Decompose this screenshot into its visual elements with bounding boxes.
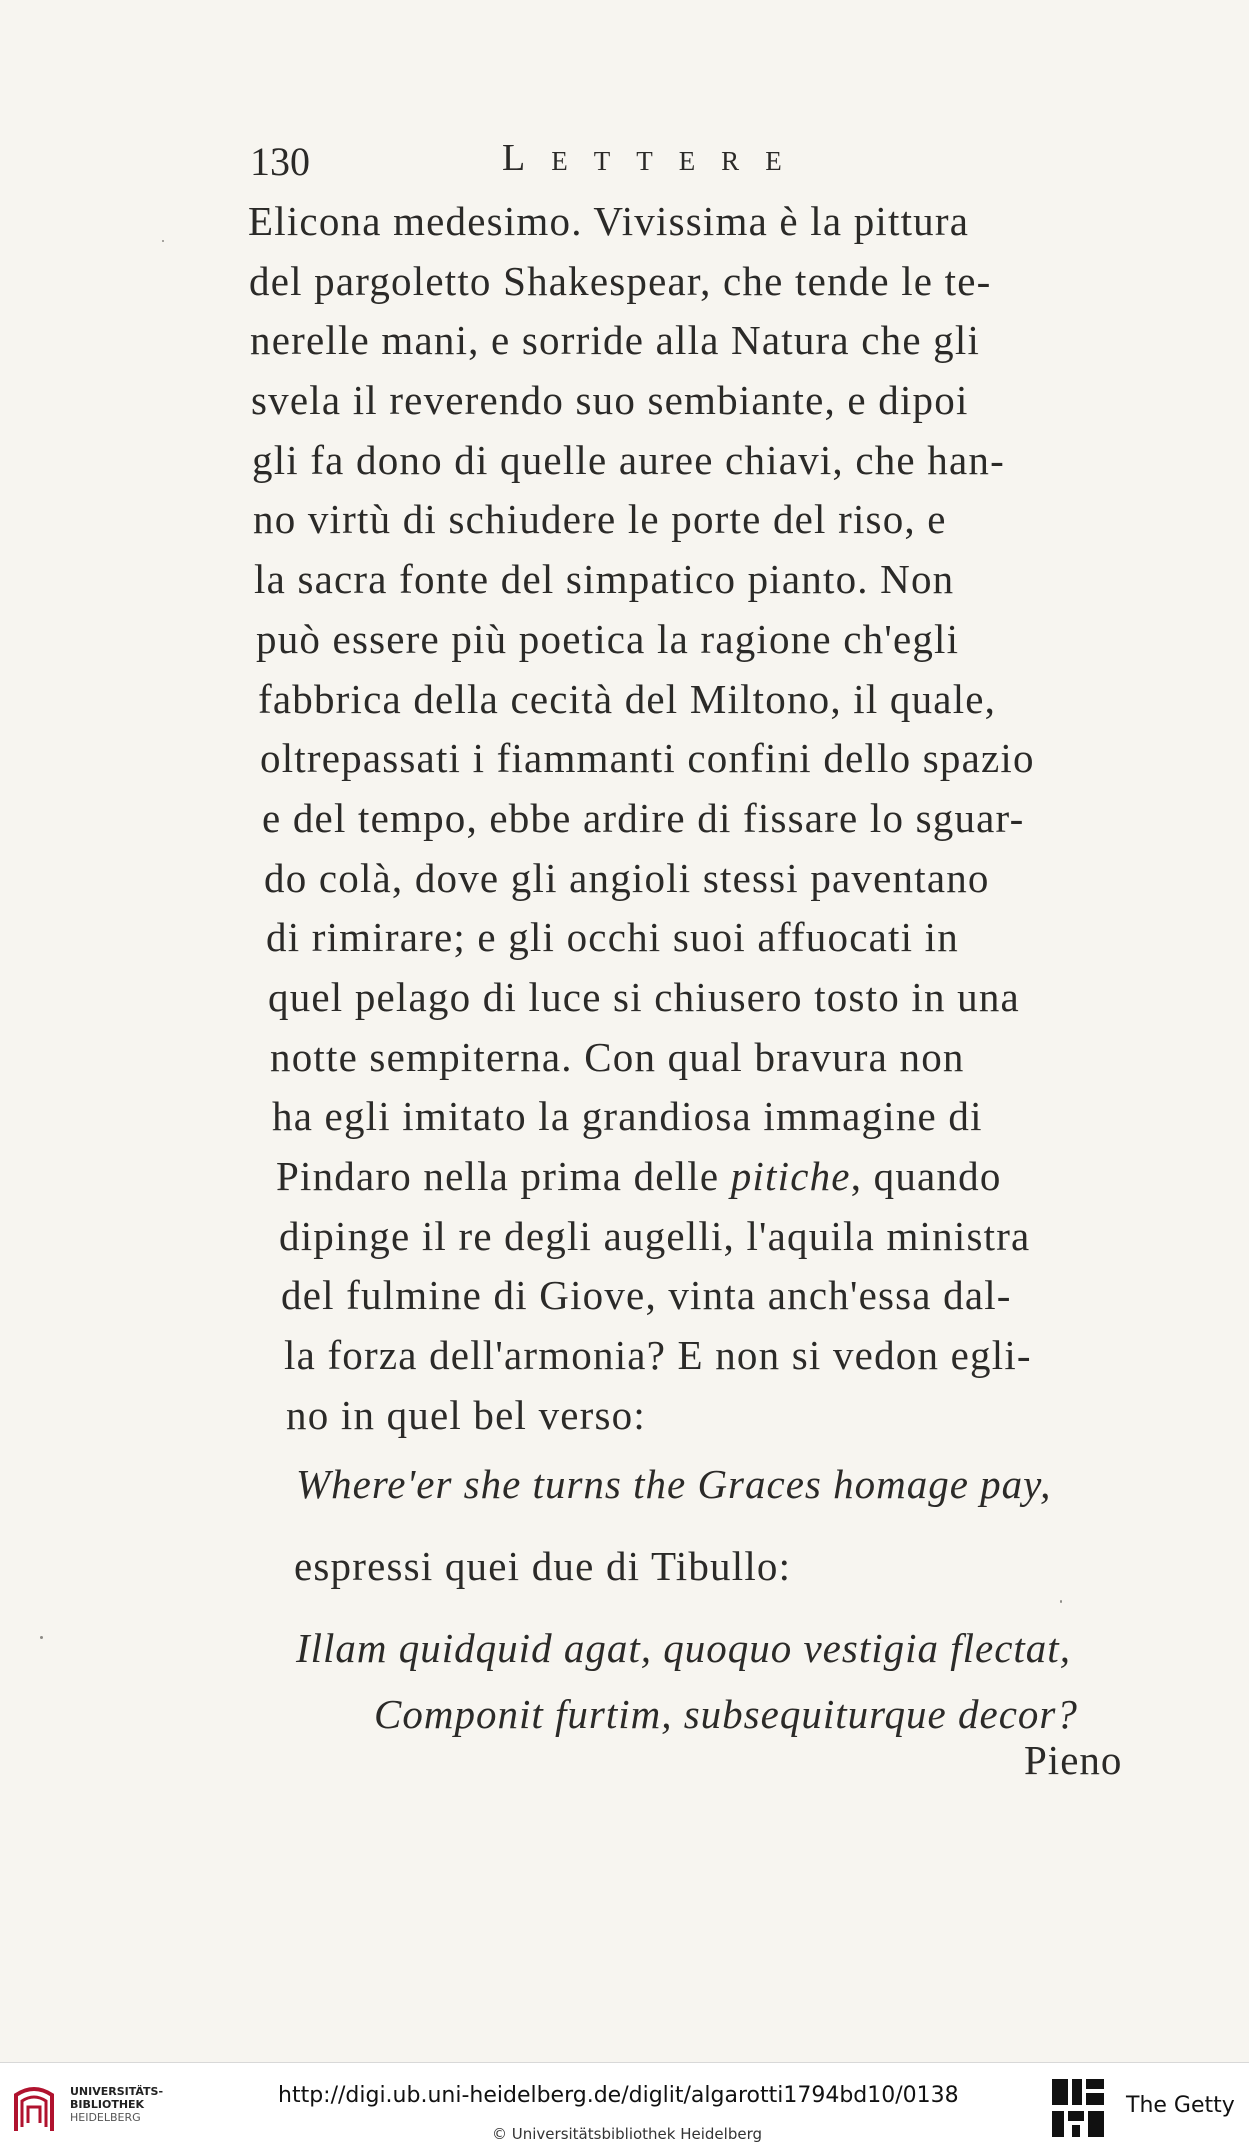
paper-speck	[40, 1636, 43, 1639]
partner-name: The Getty	[1126, 2093, 1235, 2118]
footer-bar	[0, 2062, 1249, 2154]
lead-in-text: espressi quei due di Tibullo:	[294, 1543, 792, 1589]
text-line: e del tempo, ebbe ardire di fissare lo sguar-	[262, 794, 1025, 841]
text-line: do colà, dove gli angioli stessi paventano	[264, 854, 990, 901]
library-name-line: BIBLIOTHEK	[70, 2098, 145, 2111]
university-seal-icon	[12, 2081, 56, 2137]
paper-speck	[162, 240, 164, 242]
latin-verse-line-2: Componit furtim, subsequiturque decor?	[374, 1691, 1078, 1737]
catchword: Pieno	[1024, 1737, 1123, 1783]
text-line: fabbrica della cecità del Miltono, il quale,	[258, 675, 997, 722]
text-segment	[276, 1153, 1002, 1199]
page-number: 130	[250, 139, 310, 184]
text-line: nerelle mani, e sorride alla Natura che gli	[250, 317, 981, 364]
text-line: del fulmine di Giove, vinta anch'essa dal-	[281, 1272, 1012, 1319]
text-line: la sacra fonte del simpatico pianto. Non	[254, 556, 955, 603]
running-title: Lettere	[502, 137, 808, 179]
text-line: svela il reverendo suo sembiante, e dipoi	[251, 377, 969, 424]
italic-word: pitiche	[730, 1153, 851, 1199]
library-name-line: UNIVERSITÄTS-	[70, 2085, 164, 2098]
text-line-with-italic	[276, 1147, 1152, 1207]
latin-verse-line-1: Illam quidquid agat, quoquo vestigia flectat,	[296, 1625, 1071, 1671]
text-line: dipinge il re degli augelli, l'aquila ministra	[279, 1212, 1031, 1259]
english-verse: Where'er she turns the Graces homage pay,	[296, 1461, 1052, 1507]
getty-logo-icon	[1050, 2075, 1106, 2141]
text-line: la forza dell'armonia? E non si vedon egli-	[284, 1332, 1032, 1379]
library-name	[70, 2085, 163, 2124]
paper-speck	[1060, 1600, 1062, 1603]
text-line: notte sempiterna. Con qual bravura non	[270, 1033, 965, 1080]
permalink-url[interactable]: http://digi.ub.uni-heidelberg.de/diglit/algarotti1794bd10/0138	[278, 2083, 959, 2108]
body-text	[248, 192, 1152, 1445]
library-name-line: HEIDELBERG	[70, 2111, 141, 2124]
text-segment: Pindaro nella prima delle	[276, 1153, 731, 1199]
text-line: no virtù di schiudere le porte del riso, e	[253, 496, 947, 543]
text-line: gli fa dono di quelle auree chiavi, che han-	[252, 436, 1005, 483]
text-line: no in quel bel verso:	[286, 1391, 646, 1438]
text-line: oltrepassati i fiammanti confini dello spazio	[260, 735, 1035, 782]
text-line: può essere più poetica la ragione ch'egli	[256, 615, 960, 662]
running-head	[250, 132, 910, 192]
text-line: quel pelago di luce si chiusero tosto in una	[268, 973, 1020, 1020]
text-line: del pargoletto Shakespear, che tende le te-	[249, 257, 992, 304]
text-segment: , quando	[850, 1153, 1002, 1199]
text-line: ha egli imitato la grandiosa immagine di	[272, 1093, 983, 1140]
copyright-notice: © Universitätsbibliothek Heidelberg	[492, 2125, 763, 2143]
text-line: Elicona medesimo. Vivissima è la pittura	[248, 198, 970, 244]
text-line: di rimirare; e gli occhi suoi affuocati in	[266, 914, 959, 961]
